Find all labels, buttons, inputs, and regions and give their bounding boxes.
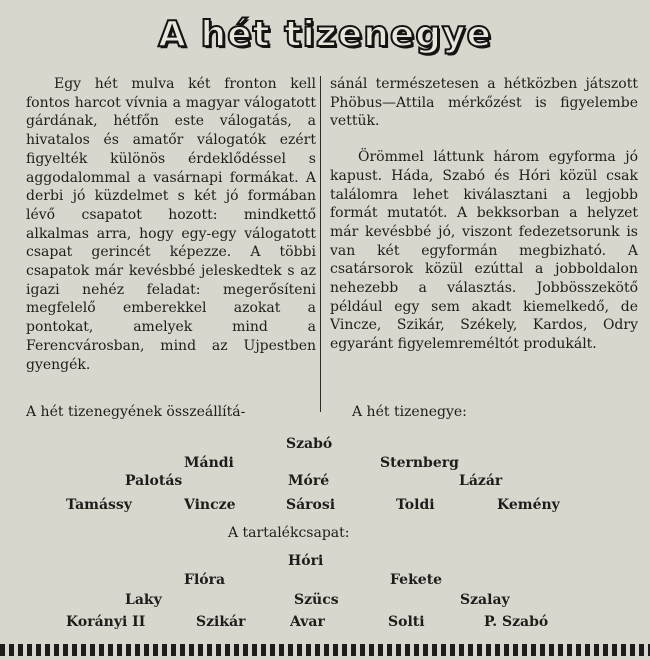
back-name: Sternberg xyxy=(380,455,459,471)
right-paragraph-1: sánál természetesen a hétközben játszott Phöbus—Attila mérkőzést is figyelembe vettük. xyxy=(330,76,638,130)
column-divider xyxy=(320,76,321,412)
right-paragraph-2: Örömmel láttunk három egyforma jó kapust. Háda, Szabó és Hóri közül csak találomra lehet kiválasztani a legjobb formát mutatót. A bekksorban a helyzet már kevésbbé jó, viszont fedezetsorunk is van két egyformán megbizható. A csatársorok közül ezúttal a jobboldalon nehezebb a választás. Jobbösszekötő például egy sem akadt kiemelkedő, de Vincze, Szikár, Székely, Kardos, Odry egyaránt figyelemreméltót produkált. xyxy=(330,149,638,353)
right-column xyxy=(330,75,638,354)
back-name: Mándi xyxy=(184,455,234,471)
forward-name: Solti xyxy=(388,614,425,630)
half-name: Palotás xyxy=(125,473,183,489)
forward-name: Kemény xyxy=(497,497,560,513)
goalkeeper-name: Szabó xyxy=(286,436,333,452)
forward-name: Vincze xyxy=(184,497,236,513)
half-name: Szücs xyxy=(294,592,339,608)
forward-name: Tamássy xyxy=(66,497,132,513)
goalkeeper-name: Hóri xyxy=(288,553,324,569)
article-title: A hét tizenegye xyxy=(158,14,492,55)
forward-name: Avar xyxy=(290,614,325,630)
forward-name: P. Szabó xyxy=(484,614,549,630)
right-tail: A hét tizenegye: xyxy=(352,404,467,420)
left-column xyxy=(26,75,316,374)
left-tail: A hét tizenegyének összeállítá- xyxy=(26,404,246,420)
bottom-border xyxy=(0,644,650,656)
reserve-label: A tartalékcsapat: xyxy=(228,525,350,541)
half-name: Lázár xyxy=(459,473,503,489)
back-name: Flóra xyxy=(184,572,226,588)
half-name: Laky xyxy=(125,592,162,608)
left-paragraph: Egy hét mulva két fronton kell fontos harcot vívnia a magyar válogatott gárdának, hétfőn este válogatás, a hivatalos és amatőr válogatók ezért figyelték különös érdeklődéssel s aggodalommal a vasárnapi formákat. A derbi jó küzdelmet s két jó formában lévő csapatot hozott: mindkettő alkalmas arra, hogy egy-egy válogatott csapat gerincét képezze. A többi csapatok már kevésbbé jeleskedtek s az igazi nehéz feladat: megerősíteni megfelelő emberekkel azokat a pontokat, amelyek mind a Ferencvárosban, mind az Ujpestben gyengék. xyxy=(26,76,316,373)
forward-name: Szikár xyxy=(196,614,246,630)
forward-name: Sárosi xyxy=(286,497,336,513)
half-name: Móré xyxy=(288,473,330,489)
half-name: Szalay xyxy=(460,592,510,608)
back-name: Fekete xyxy=(390,572,443,588)
forward-name: Korányi II xyxy=(66,614,146,630)
forward-name: Toldi xyxy=(396,497,435,513)
